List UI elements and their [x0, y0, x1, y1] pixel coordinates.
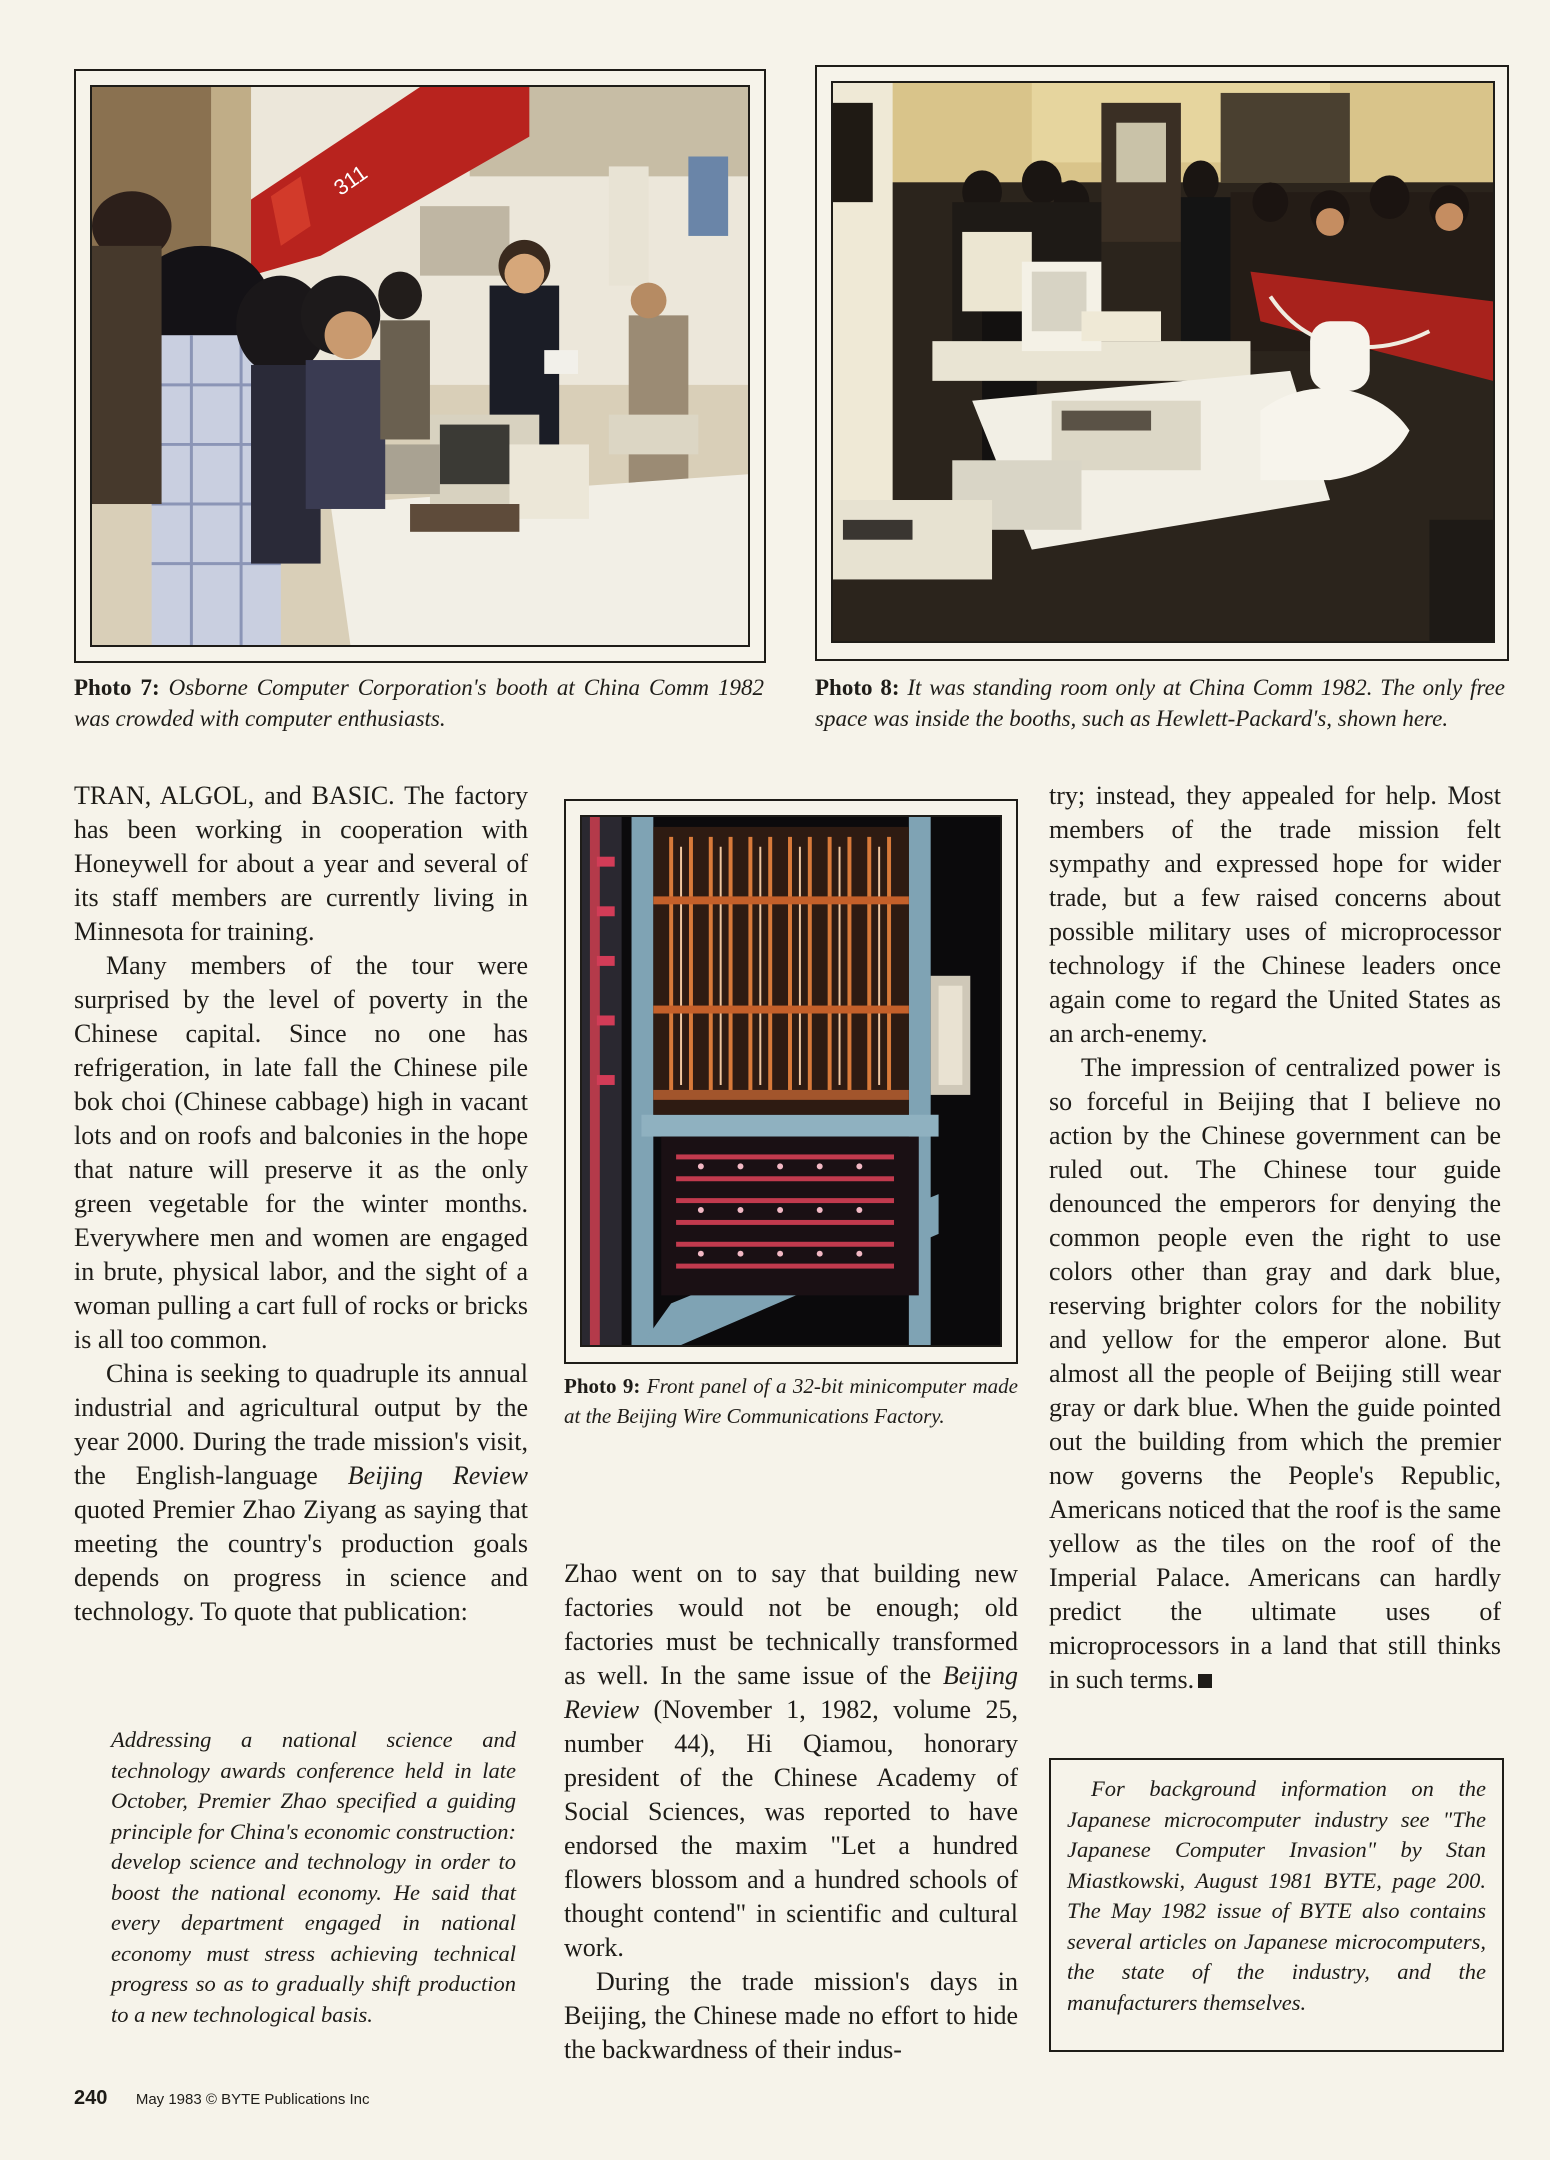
- col1-p3-part-a: China is seeking to quadruple its annual industrial and agricultural output by the year 2000. During the trade mission's visit, the English-language: [74, 1359, 528, 1490]
- article-column-2: [564, 1557, 1018, 2067]
- photo-9-label: Photo 9:: [564, 1374, 641, 1398]
- photo-7-image: [90, 85, 750, 647]
- end-of-article-mark: [1198, 1674, 1212, 1688]
- article-column-1: [74, 779, 528, 1629]
- photo-8-caption-text: It was standing room only at China Comm 1982. The only free space was inside the booths, such as Hewlett-Packard's, shown here.: [815, 675, 1506, 731]
- col1-paragraph-1: TRAN, ALGOL, and BASIC. The factory has been working in cooperation with Honeywell for about a year and several of its staff members are currently living in Minnesota for training.: [74, 781, 528, 946]
- photo-9-caption: [564, 1371, 1018, 1431]
- col2-p1-part-a: Zhao went on to say that building new factories would not be enough; old factories must be technically transformed as well. In the same issue of the: [564, 1559, 1018, 1690]
- col2-p1-part-b: (November 1, 1982, volume 25, number 44), Hi Qiamou, honorary president of the Chinese Academy of Social Sciences, was reported to have endorsed the maxim "Let a hundred flowers blossom and a hundred schools of thought contend" in scientific and cultural work.: [564, 1695, 1018, 1962]
- col2-paragraph-1: [564, 1557, 1018, 1965]
- photo-7-caption-text: Osborne Computer Corporation's booth at China Comm 1982 was crowded with computer enthusiasts.: [74, 675, 764, 731]
- col1-p3-part-b: quoted Premier Zhao Ziyang as saying that meeting the country's production goals depends on progress in science and technology. To quote that publication:: [74, 1495, 528, 1626]
- photo-7-label: Photo 7:: [74, 675, 160, 700]
- col3-p2-text: The impression of centralized power is so forceful in Beijing that I believe no action by the Chinese government can be ruled out. The Chinese tour guide denounced the emperors for denying the common people even the right to use colors other than gray and dark blue, reserving brighter colors for the nobility and yellow for the emperor alone. But almost all the people of Beijing still wear gray or dark blue. When the guide pointed out the building from which the premier now governs the People's Republic, Americans noticed that the roof is the same yellow as the tiles on the roof of the Imperial Palace. Americans can hardly predict the ultimate uses of microprocessors in a land that still thinks in such terms.: [1049, 1053, 1501, 1694]
- col3-paragraph-1: try; instead, they appealed for help. Most members of the trade mission felt sympathy and expressed hope for wider trade, but a few raised concerns about possible military uses of microprocessor technology if the Chinese leaders once again come to regard the United States as an arch-enemy.: [1049, 781, 1501, 1048]
- background-info-box: [1049, 1758, 1504, 2052]
- publication-info: May 1983 © BYTE Publications Inc: [135, 2091, 370, 2108]
- photo-8-frame: [815, 65, 1509, 661]
- background-info-text: For background information on the Japanese microcomputer industry see "The Japanese Computer Invasion" by Stan Miastkowski, August 1981 BYTE, page 200. The May 1982 issue of BYTE also contains several articles on Japanese microcomputers, the state of the industry, and the manufacturers themselves.: [1067, 1776, 1486, 2015]
- col3-paragraph-2: [1049, 1051, 1501, 1697]
- col1-paragraph-3: [74, 1357, 528, 1629]
- page-number: 240: [74, 2087, 108, 2109]
- col1-paragraph-2: Many members of the tour were surprised by the level of poverty in the Chinese capital. Since no one has refrigeration, in late fall the Chinese pile bok choi (Chinese cabbage) high in vacant lots and on roofs and balconies in the hope that nature will preserve it as the only green vegetable for the winter months. Everywhere men and women are engaged in brute, physical labor, and the sight of a woman pulling a cart full of rocks or bricks is all too common.: [74, 951, 528, 1354]
- page-footer: [74, 2087, 370, 2110]
- blockquote: Addressing a national science and technology awards conference held in late October, Premier Zhao specified a guiding principle for China's economic construction: develop science and technology in order to boost the national economy. He said that every department engaged in national economy must stress achieving technical progress so as to gradually shift production to a new technological basis.: [111, 1727, 516, 2027]
- article-column-3: [1049, 779, 1501, 1697]
- photo-8-label: Photo 8:: [815, 675, 900, 700]
- photo-8-caption: [815, 672, 1505, 734]
- booth-number: 311: [329, 159, 372, 201]
- col2-paragraph-2: During the trade mission's days in Beijing, the Chinese made no effort to hide the backwardness of their indus-: [564, 1967, 1018, 2064]
- photo-9-image: [580, 815, 1002, 1347]
- col1-p3-publication: Beijing Review: [347, 1461, 528, 1490]
- col2-p1-publication: Beijing Review: [564, 1661, 1018, 1724]
- photo-9-frame: [564, 799, 1018, 1364]
- photo-8-image: [831, 81, 1495, 643]
- photo-7-frame: [74, 69, 766, 663]
- photo-9-caption-text: Front panel of a 32-bit minicomputer made at the Beijing Wire Communications Factory.: [564, 1374, 1019, 1428]
- photo-7-caption: [74, 672, 764, 734]
